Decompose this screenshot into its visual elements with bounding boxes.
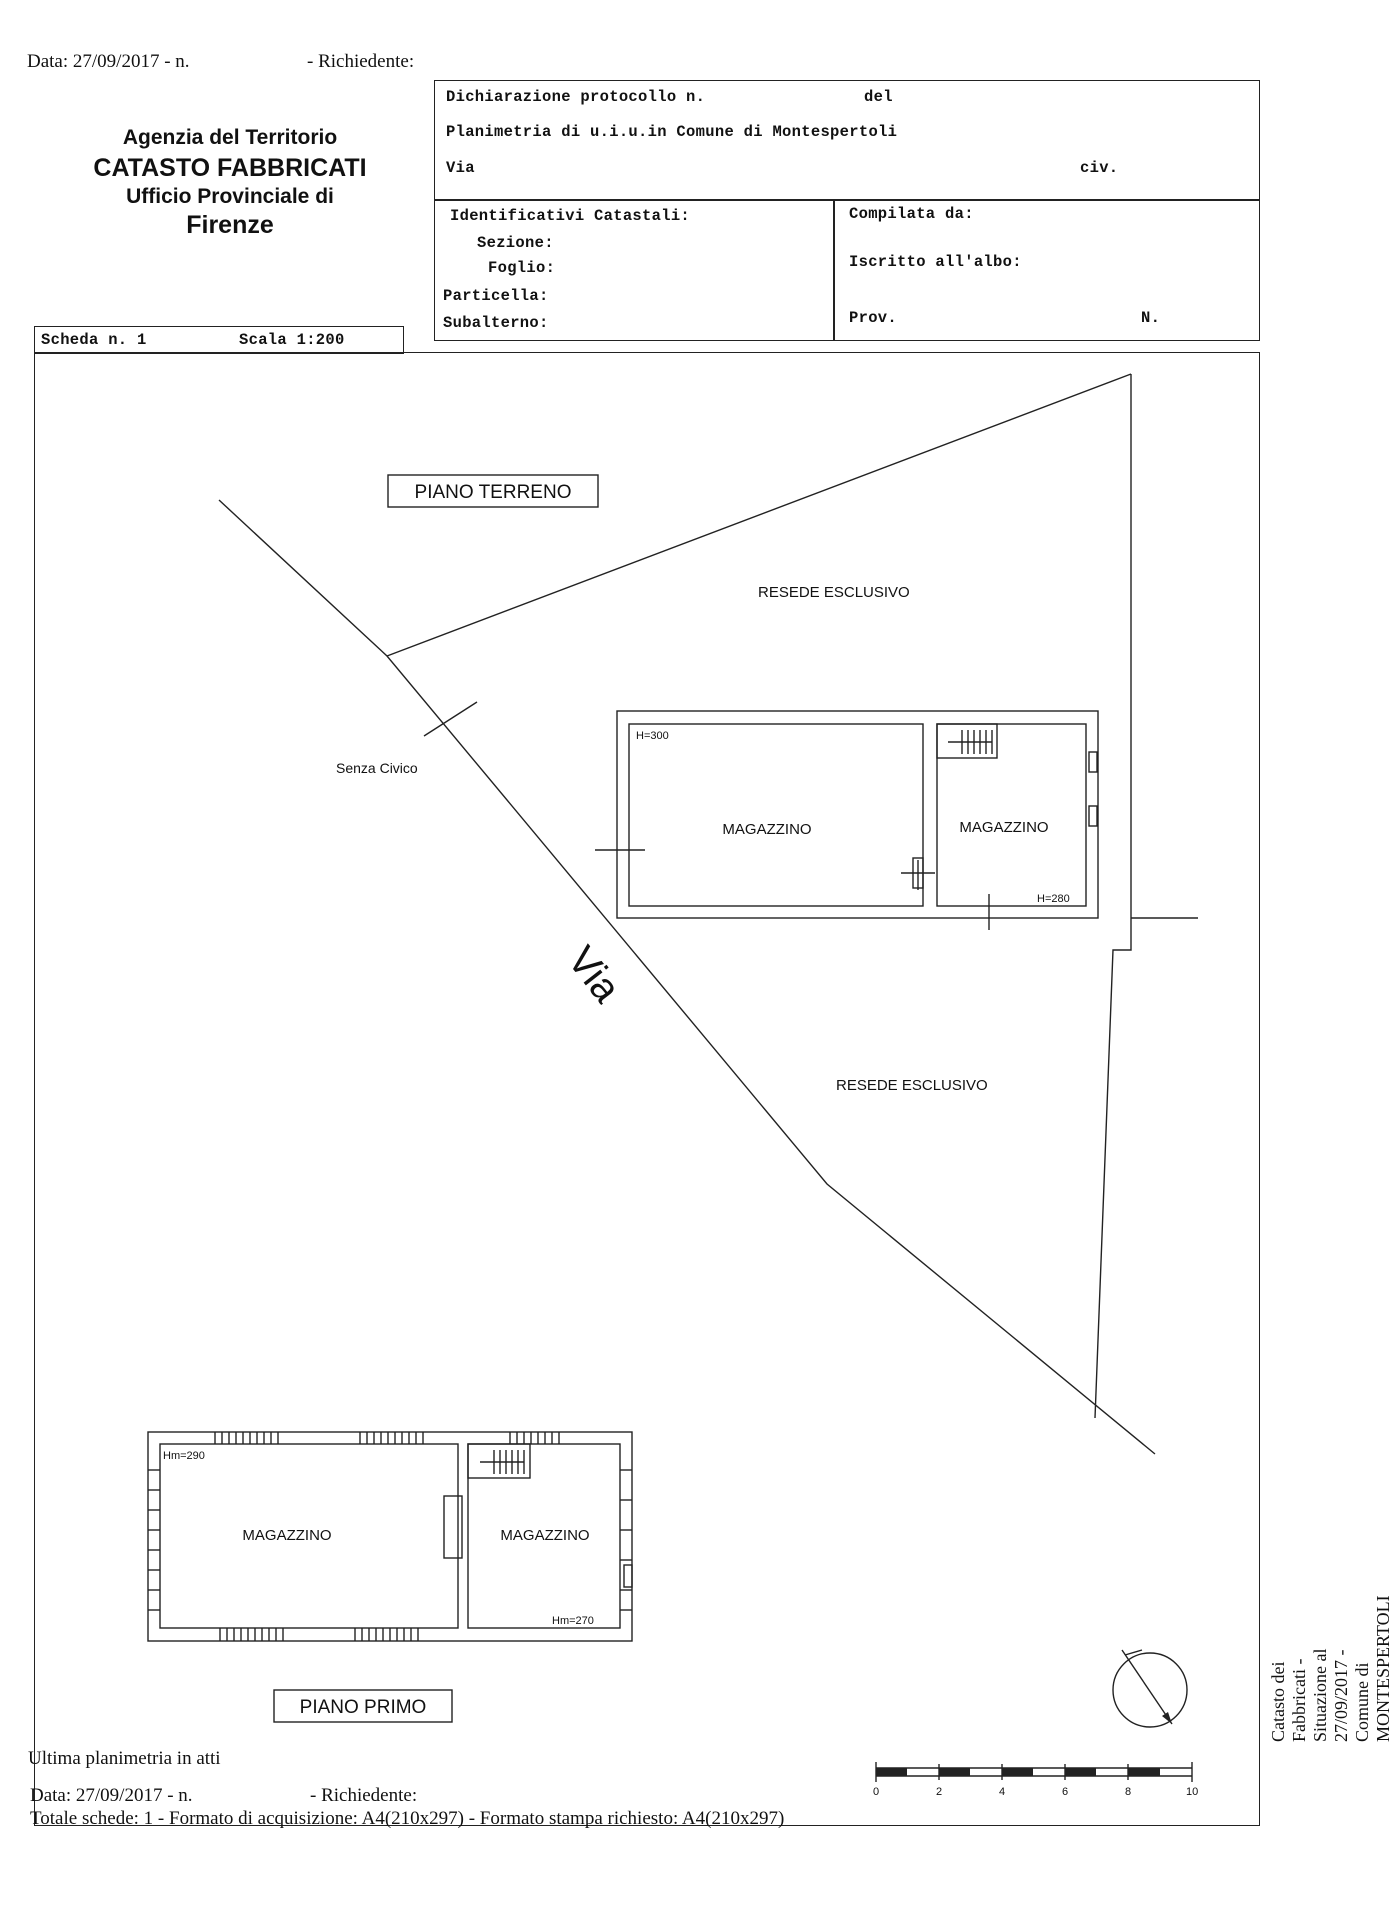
via-label: Via — [446, 159, 475, 177]
scale-tick: 6 — [1062, 1786, 1069, 1798]
particella-label: Particella: — [443, 287, 549, 305]
city-label: Firenze — [186, 211, 274, 239]
scale-tick: 2 — [936, 1786, 943, 1798]
scale-bar-ticks — [873, 1786, 1198, 1798]
compilata-label: Compilata da: — [849, 205, 974, 223]
north-symbol — [1113, 1653, 1187, 1727]
civ-label: civ. — [1080, 159, 1119, 177]
senza-civico-label: Senza Civico — [336, 760, 418, 776]
subalterno-label: Subalterno: — [443, 314, 549, 332]
ground-room-left-label: MAGAZZINO — [722, 821, 812, 838]
boundary-right — [1095, 374, 1131, 1418]
boundary-top — [387, 374, 1131, 656]
header-richiedente: - Richiedente: — [307, 51, 415, 72]
piano-terreno-label: PIANO TERRENO — [414, 482, 572, 503]
scheda-label: Scheda n. 1 — [41, 331, 147, 349]
ground-stairs — [937, 724, 997, 758]
resede-bottom-label: RESEDE ESCLUSIVO — [836, 1077, 988, 1094]
first-room-right-label: MAGAZZINO — [500, 1527, 590, 1544]
scale-tick: 4 — [999, 1786, 1006, 1798]
agency-name: Agenzia del Territorio — [122, 126, 338, 149]
ground-floor-outline — [617, 711, 1098, 918]
ufficio-label: Ufficio Provinciale di — [126, 185, 334, 208]
ground-room-left — [629, 724, 923, 906]
scala-label: Scala 1:200 — [239, 331, 345, 349]
piano-primo-label: PIANO PRIMO — [299, 1697, 427, 1718]
footer-ultima: Ultima planimetria in atti — [28, 1748, 221, 1769]
footer-date: Data: 27/09/2017 - n. — [30, 1785, 193, 1806]
ground-height-left: H=300 — [636, 730, 669, 742]
iscritto-label: Iscritto all'albo: — [849, 253, 1022, 271]
via-road-label: Via — [558, 938, 629, 1011]
civico-tick — [424, 702, 477, 736]
foglio-label: Foglio: — [488, 259, 556, 277]
scale-tick: 0 — [873, 1786, 880, 1798]
del-label: del — [864, 88, 893, 106]
n-label: N. — [1141, 309, 1161, 327]
footer-totale: Totale schede: 1 - Formato di acquisizione: A4(210x297) - Formato stampa richiesto: A4(210x297) — [30, 1808, 785, 1829]
planimetria-label: Planimetria di u.i.u.in Comune di Montespertoli — [446, 123, 898, 141]
header-date: Data: 27/09/2017 - n. — [27, 51, 190, 72]
sezione-label: Sezione: — [477, 234, 554, 252]
side-caption: Catasto dei Fabbricati - Situazione al 27/09/2017 - Comune di MONTESPERTOLI — [1268, 1595, 1393, 1742]
road-line — [219, 500, 1155, 1454]
scale-tick: 10 — [1186, 1786, 1199, 1798]
first-floor-windows-bottom — [220, 1628, 418, 1641]
dichiarazione-label: Dichiarazione protocollo n. — [446, 88, 706, 106]
first-stairs — [468, 1444, 530, 1478]
identificativi-label: Identificativi Catastali: — [450, 207, 691, 225]
scale-tick: 8 — [1125, 1786, 1132, 1798]
footer-richiedente: - Richiedente: — [310, 1785, 418, 1806]
first-room-left-label: MAGAZZINO — [242, 1527, 332, 1544]
catasto-title: CATASTO FABBRICATI — [93, 154, 367, 182]
first-height-right: Hm=270 — [552, 1615, 594, 1627]
ground-room-right-label: MAGAZZINO — [959, 819, 1049, 836]
ground-height-right: H=280 — [1037, 893, 1070, 905]
ground-room-right — [937, 724, 1086, 906]
prov-label: Prov. — [849, 309, 898, 327]
resede-top-label: RESEDE ESCLUSIVO — [758, 584, 910, 601]
first-height-left: Hm=290 — [163, 1450, 205, 1462]
first-floor-windows-top — [215, 1432, 559, 1444]
